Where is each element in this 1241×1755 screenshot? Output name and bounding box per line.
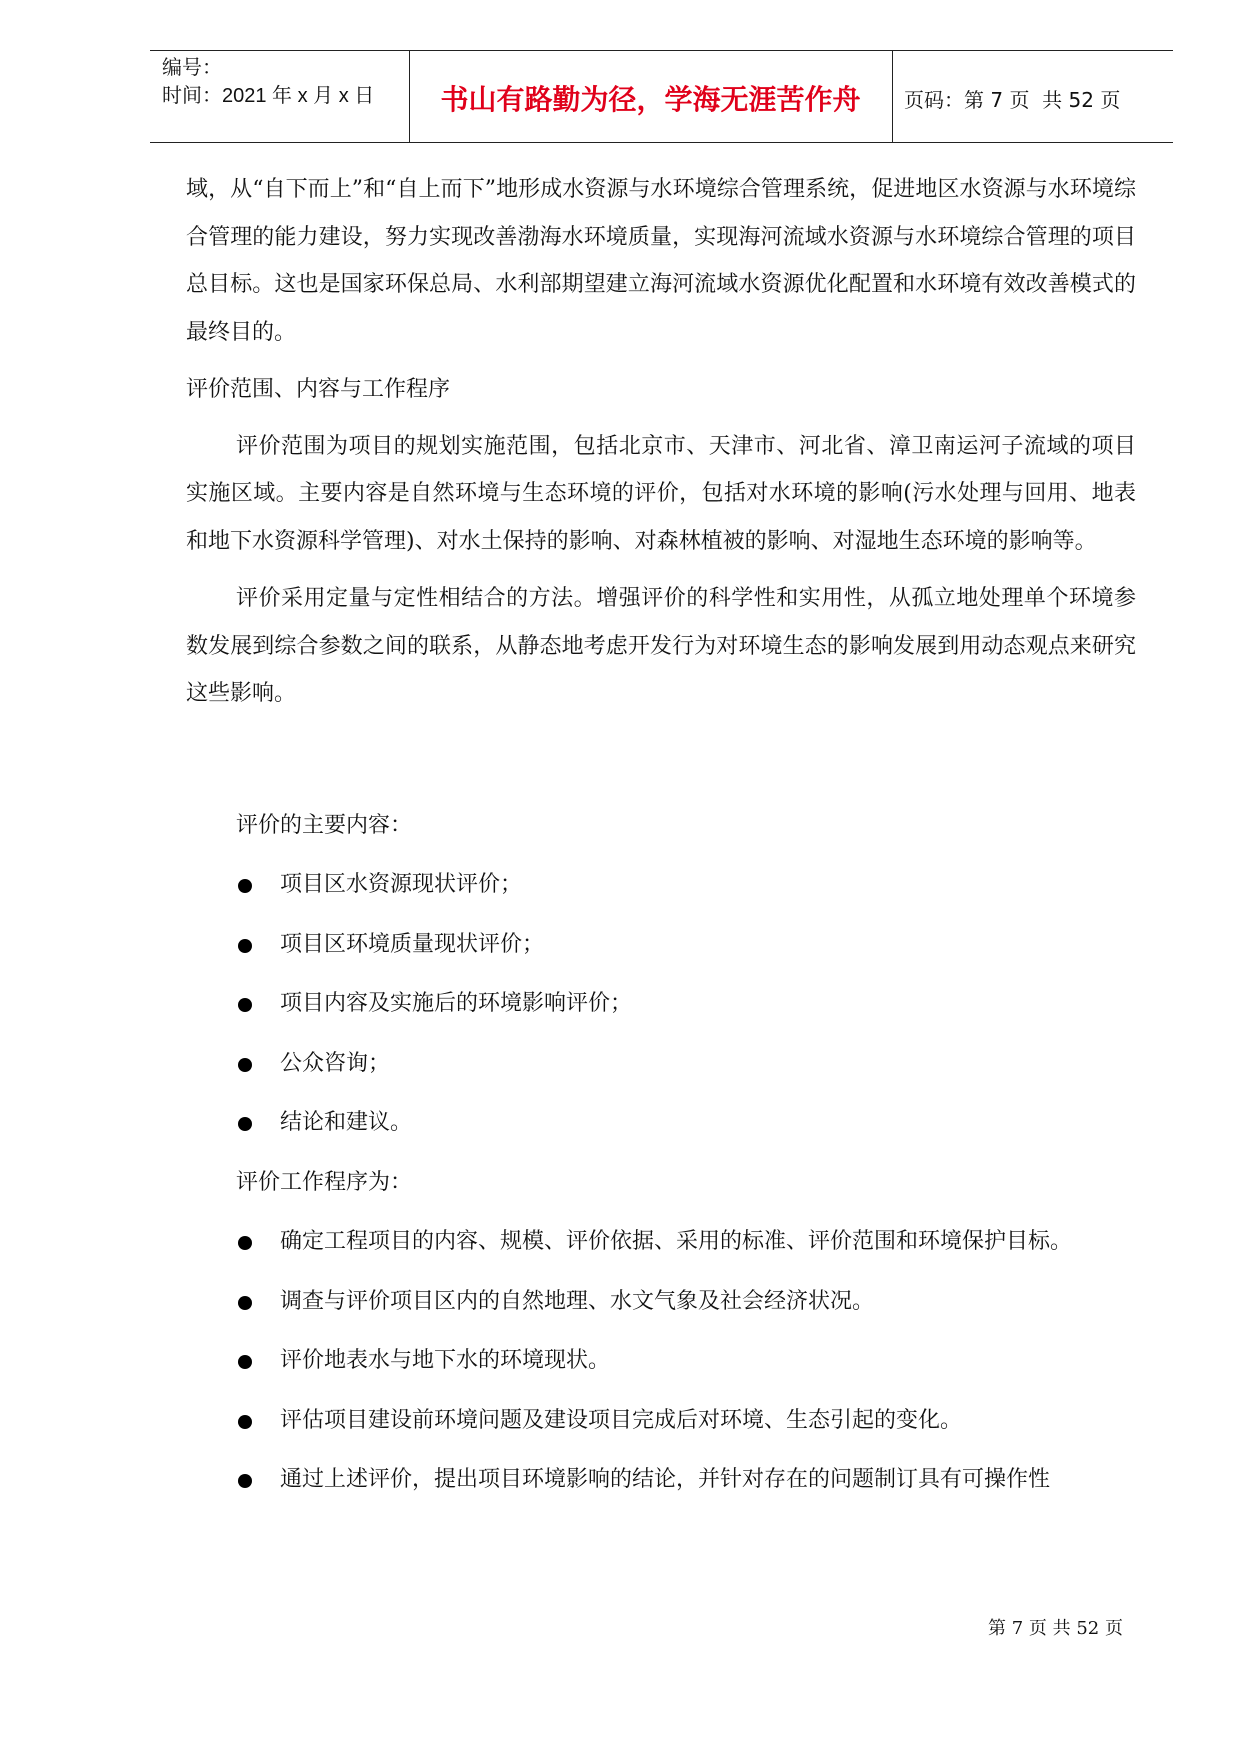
bullet-icon [238,1236,252,1250]
header-motto: 书山有路勤为径，学海无涯苦作舟 [440,83,861,116]
list-item-text: 确定工程项目的内容、规模、评价依据、采用的标准、评价范围和环境保护目标。 [280,1229,1073,1254]
list-item-text: 通过上述评价，提出项目环境影响的结论，并针对存在的问题制订具有可操作性 [280,1467,1051,1492]
list-item-text: 结论和建议。 [280,1110,413,1135]
list-item [186,1099,1136,1147]
paragraph-3: 评价采用定量与定性相结合的方法。增强评价的科学性和实用性，从孤立地处理单个环境参数发展到综合参数之间的联系，从静态地考虑开发行为对环境生态的影响发展到用动态观点来研究这些影响。 [186,586,1136,706]
list-item-text: 公众咨询； [280,1050,391,1076]
list-item-text: 调查与评价项目区内的自然地理、水文气象及社会经济状况。 [280,1288,875,1314]
bullet-icon [238,998,252,1012]
list-item [186,1397,1136,1445]
list-item [186,1218,1136,1266]
header-divider-2 [892,50,893,143]
paragraph-2: 评价范围为项目的规划实施范围，包括北京市、天津市、河北省、漳卫南运河子流域的项目实施区域。主要内容是自然环境与生态环境的评价，包括对水环境的影响(污水处理与回用、地表和地下水资源科学管理)、对水土保持的影响、对森林植被的影响、对湿地生态环境的影响等。 [186,433,1136,554]
section-heading: 评价范围、内容与工作程序 [186,377,451,402]
list-item [186,1337,1136,1385]
list-item [186,861,1136,909]
main-content-list [186,861,1136,1147]
list-item [186,921,1136,969]
page-footer: 第 7 页 共 52 页 [988,1618,1123,1639]
list-item-text: 项目内容及实施后的环境影响评价； [280,991,633,1016]
bullet-icon [238,1058,252,1072]
main-content-title: 评价的主要内容： [236,812,413,838]
bullet-icon [238,1474,252,1488]
list-item [186,980,1136,1028]
list-item [186,1278,1136,1326]
header-meta [162,54,374,110]
bullet-icon [238,1355,252,1369]
list-item [186,1456,1136,1504]
document-body [186,166,1136,1516]
number-label: 编号： [162,57,222,79]
header-page-label: 页码：第 7 页 共 52 页 [904,88,1121,112]
procedure-title: 评价工作程序为： [236,1169,413,1195]
bullet-icon [238,1415,252,1429]
procedure-list [186,1218,1136,1504]
bullet-icon [238,879,252,893]
list-item-text: 项目区环境质量现状评价； [280,931,545,957]
header-bottom-rule [150,142,1173,143]
list-item-text: 项目区水资源现状评价； [280,872,523,897]
header-top-rule [150,50,1173,51]
spacer [186,718,1136,802]
list-item-text: 评估项目建设前环境问题及建设项目完成后对环境、生态引起的变化。 [280,1407,963,1433]
time-label: 时间：2021 年 x 月 x 日 [162,85,375,107]
list-item [186,1040,1136,1088]
bullet-icon [238,1296,252,1310]
list-item-text: 评价地表水与地下水的环境现状。 [280,1348,611,1373]
bullet-icon [238,939,252,953]
bullet-icon [238,1117,252,1131]
paragraph-1: 域，从“自下而上”和“自上而下”地形成水资源与水环境综合管理系统，促进地区水资源与水环境综合管理的能力建设，努力实现改善渤海水环境质量，实现海河流域水资源与水环境综合管理的项目总目标。这也是国家环保总局、水利部期望建立海河流域水资源优化配置和水环境有效改善模式的最终目的。 [186,177,1136,345]
